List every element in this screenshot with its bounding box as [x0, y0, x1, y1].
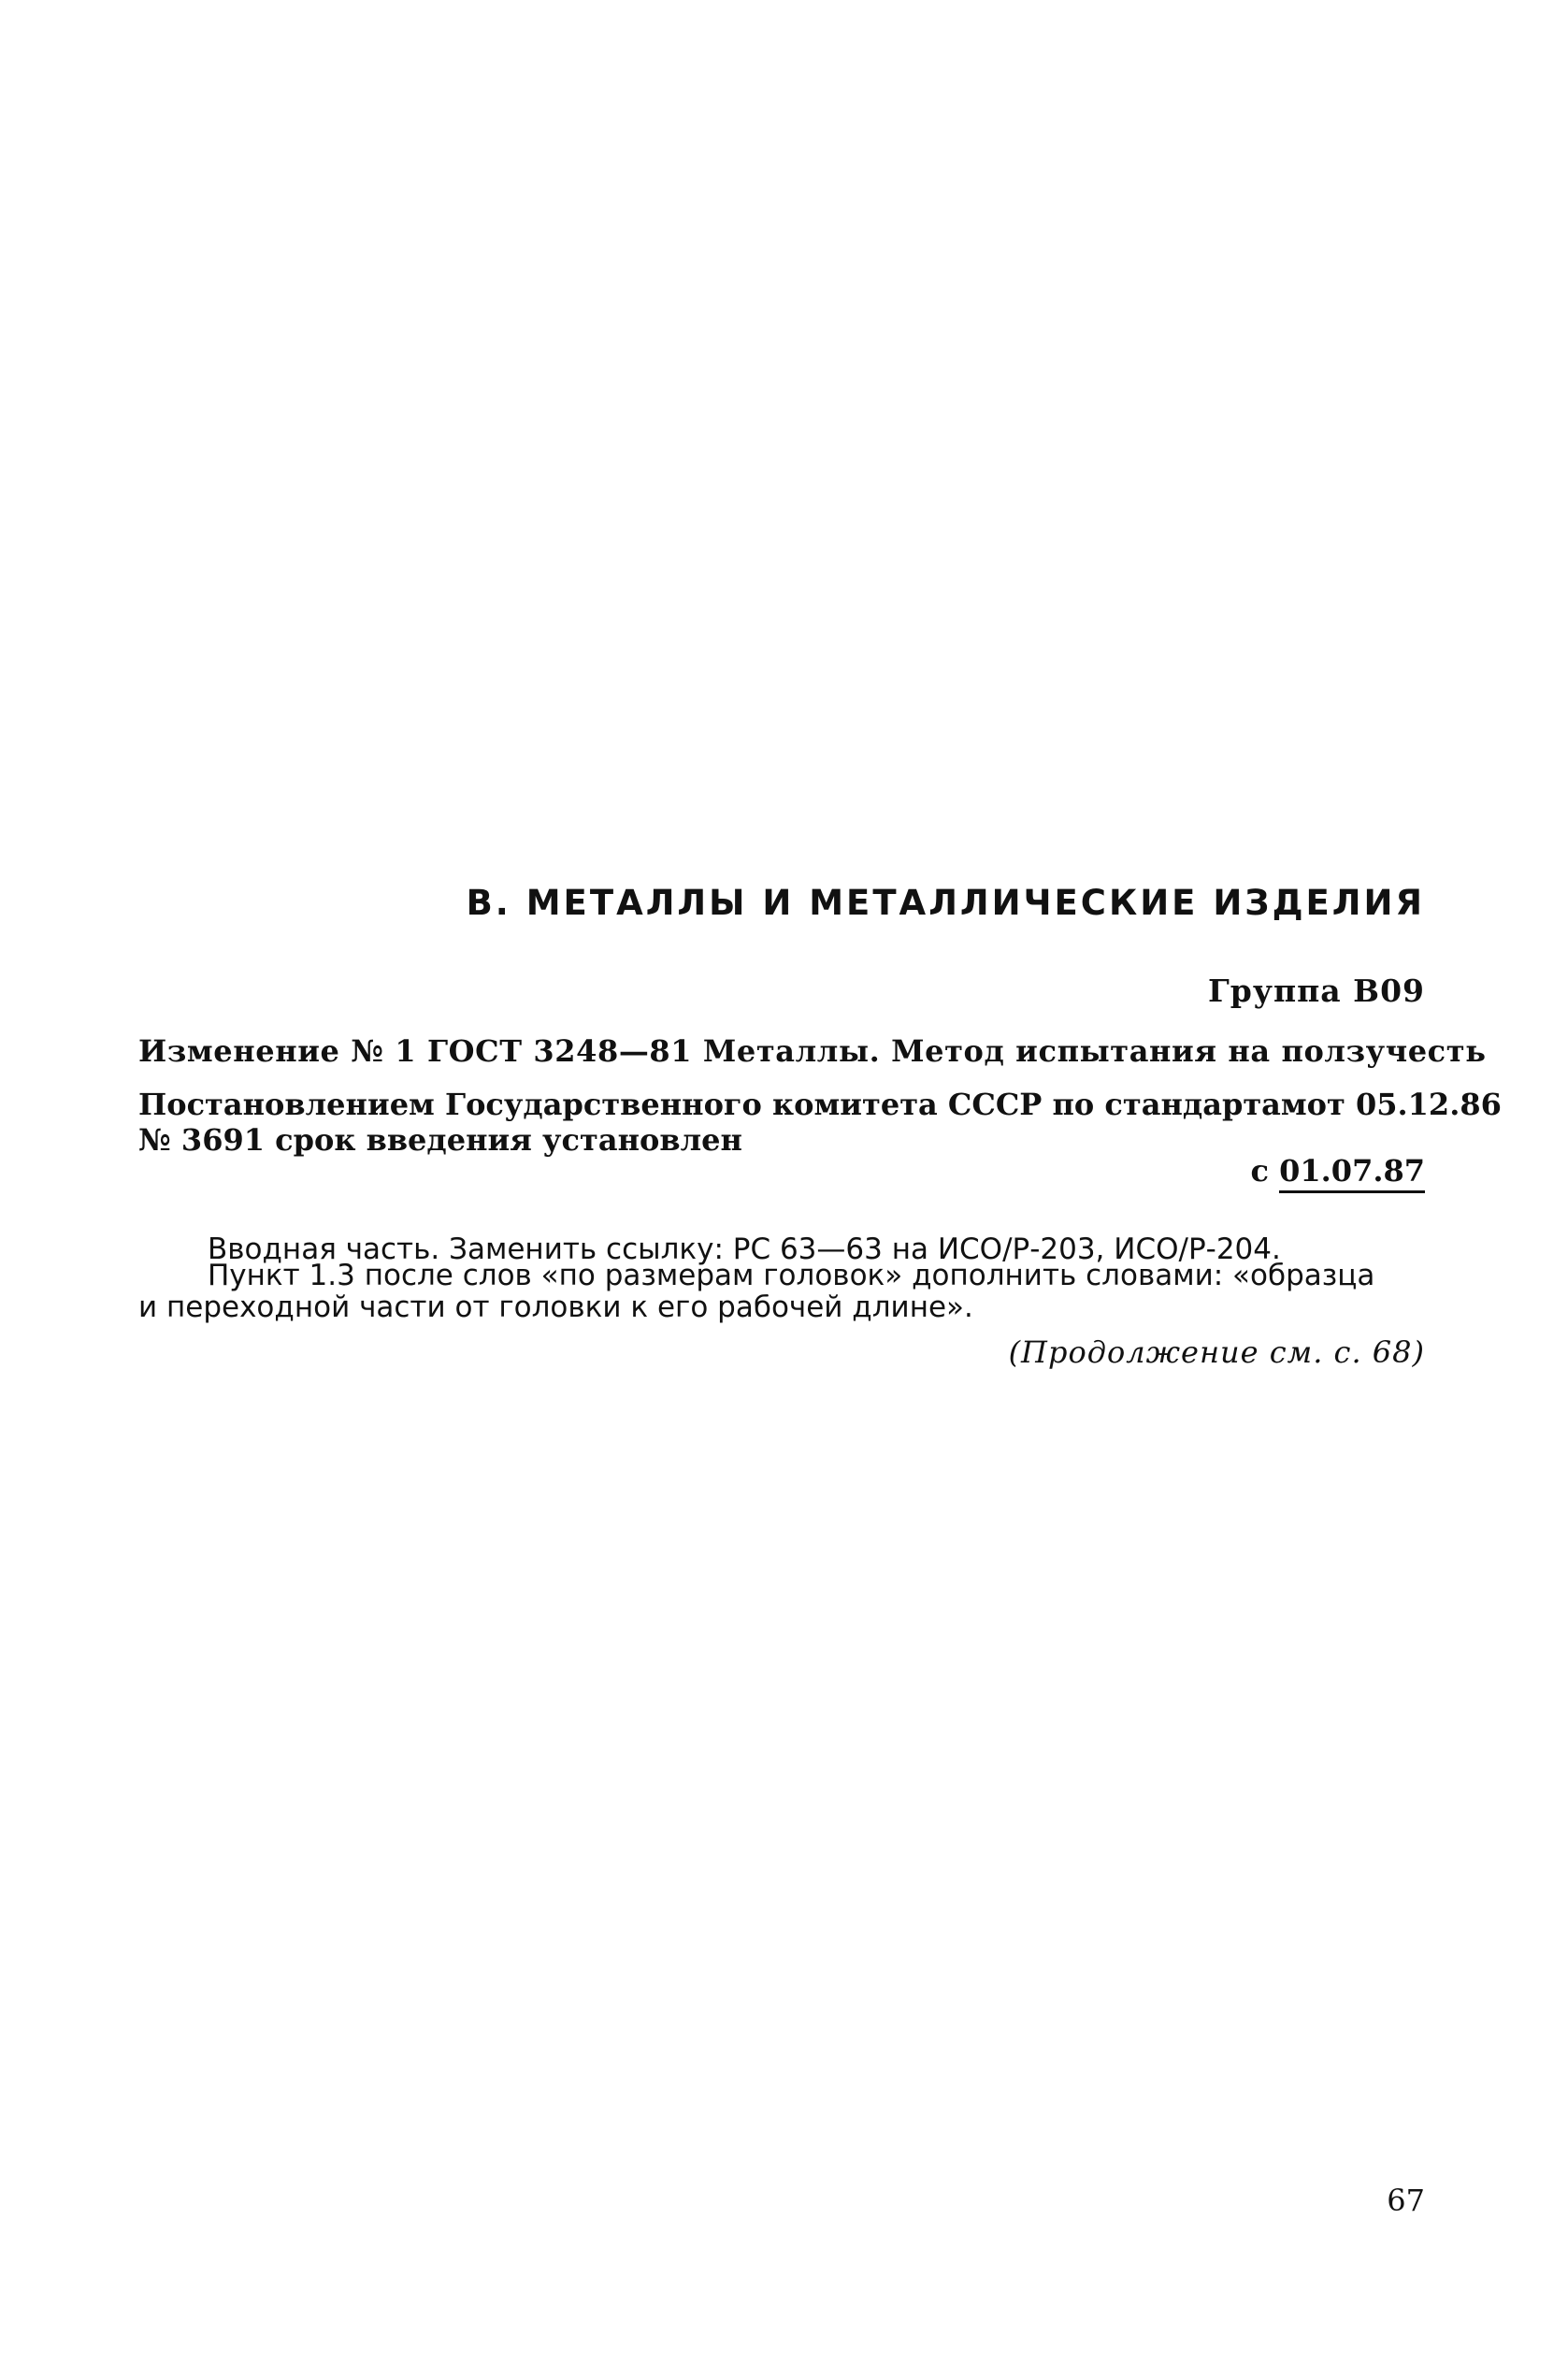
- effective-date: 01.07.87: [1279, 1153, 1425, 1193]
- amendment-title: [138, 1033, 1487, 1069]
- effective-prefix: с: [1250, 1153, 1269, 1189]
- amendment-title-text: Изменение № 1 ГОСТ 3248—81 Металлы. Метод испытания на ползучесть: [138, 1033, 1487, 1069]
- effective-date-line: [1251, 1153, 1426, 1189]
- amendment-decree-text: Постановлением Государственного комитета СССР по стандартам: [138, 1087, 1307, 1122]
- amendment-number-text: № 3691 срок введения установлен: [138, 1122, 742, 1158]
- amendment-number-line: [138, 1122, 1425, 1158]
- page-number: 67: [1387, 2183, 1425, 2218]
- group-label: Группа В09: [1208, 973, 1425, 1009]
- paragraph-clause-line-1-text: Пункт 1.3 после слов «по размерам головок» дополнить словами: «образца: [208, 1259, 1375, 1292]
- paragraph-clause-line-1: [138, 1259, 1425, 1292]
- amendment-decree-date: от 05.12.86: [1306, 1087, 1502, 1122]
- section-title: В. МЕТАЛЛЫ И МЕТАЛЛИЧЕСКИЕ ИЗДЕЛИЯ: [466, 883, 1425, 923]
- paragraph-intro: Вводная часть. Заменить ссылку: РС 63—63 на ИСО/Р-203, ИСО/Р-204.: [208, 1232, 1281, 1266]
- continuation-note: (Продолжение см. с. 68): [1008, 1334, 1425, 1370]
- amendment-decree-line: [138, 1087, 1502, 1122]
- paragraph-clause-line-2: и переходной части от головки к его рабочей длине».: [138, 1290, 973, 1324]
